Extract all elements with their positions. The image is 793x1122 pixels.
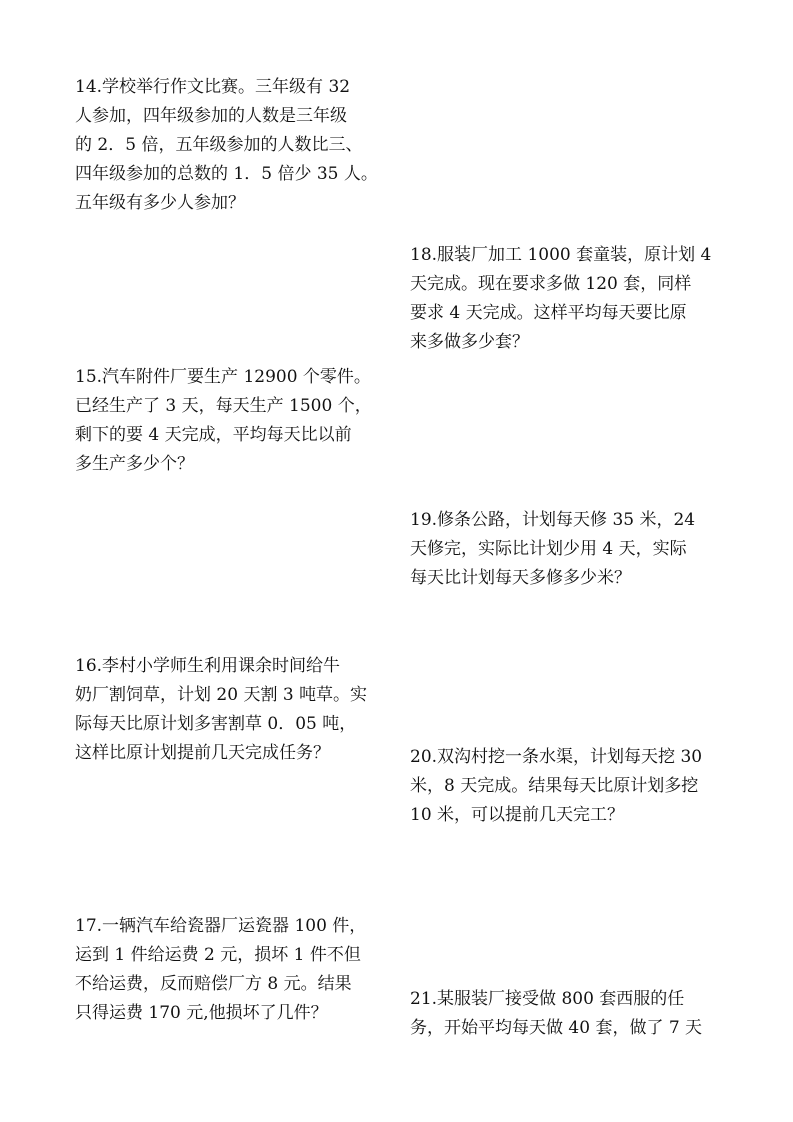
problem-21-line-2: 务，开始平均每天做 40 套，做了 7 天 xyxy=(410,1018,703,1038)
problem-20-line-3: 10 米，可以提前几天完工？ xyxy=(410,805,625,825)
problem-17-line-4: 只得运费 170 元,他损坏了几件？ xyxy=(75,1003,328,1023)
problem-15-line-4: 多生产多少个？ xyxy=(75,454,194,474)
problem-19 xyxy=(410,506,695,593)
problem-20-line-1: 20.双沟村挖一条水渠，计划每天挖 30 xyxy=(410,747,703,767)
problem-18 xyxy=(410,241,711,357)
problem-18-line-4: 来多做多少套？ xyxy=(410,332,529,352)
problem-21 xyxy=(410,985,702,1043)
problem-18-line-3: 要求 4 天完成。这样平均每天要比原 xyxy=(410,303,687,323)
problem-16-line-2: 奶厂割饲草，计划 20 天割 3 吨草。实 xyxy=(75,685,368,705)
problem-20 xyxy=(410,743,702,830)
problem-14 xyxy=(75,73,378,218)
problem-18-line-1: 18.服装厂加工 1000 套童装，原计划 4 xyxy=(410,245,712,265)
problem-14-line-2: 人参加，四年级参加的人数是三年级 xyxy=(75,106,347,126)
problem-15 xyxy=(75,363,372,479)
problem-14-line-1: 14.学校举行作文比赛。三年级有 32 xyxy=(75,77,351,97)
problem-19-line-1: 19.修条公路，计划每天修 35 米，24 xyxy=(410,510,696,530)
problem-14-line-5: 五年级有多少人参加？ xyxy=(75,193,245,213)
problem-16 xyxy=(75,652,367,768)
problem-15-line-3: 剩下的要 4 天完成，平均每天比以前 xyxy=(75,425,352,445)
problem-18-line-2: 天完成。现在要求多做 120 套，同样 xyxy=(410,274,692,294)
problem-17-line-3: 不给运费，反而赔偿厂方 8 元。结果 xyxy=(75,974,352,994)
problem-17-line-2: 运到 1 件给运费 2 元，损坏 1 件不但 xyxy=(75,945,361,965)
problem-16-line-4: 这样比原计划提前几天完成任务？ xyxy=(75,743,330,763)
problem-14-line-3: 的 2．5 倍，五年级参加的人数比三、 xyxy=(75,135,363,155)
problem-21-line-1: 21.某服装厂接受做 800 套西服的任 xyxy=(410,989,685,1009)
problem-19-line-2: 天修完，实际比计划少用 4 天，实际 xyxy=(410,539,687,559)
problem-14-line-4: 四年级参加的总数的 1．5 倍少 35 人。 xyxy=(75,164,378,184)
problem-16-line-3: 际每天比原计划多害割草 0．05 吨， xyxy=(75,714,357,734)
problem-16-line-1: 16.李村小学师生利用课余时间给牛 xyxy=(75,656,341,676)
problem-15-line-2: 已经生产了 3 天，每天生产 1500 个， xyxy=(75,396,372,416)
problem-17 xyxy=(75,912,366,1028)
problem-19-line-3: 每天比计划每天多修多少米？ xyxy=(410,568,631,588)
problem-20-line-2: 米，8 天完成。结果每天比原计划多挖 xyxy=(410,776,699,796)
problem-17-line-1: 17.一辆汽车给瓷器厂运瓷器 100 件， xyxy=(75,916,367,936)
problem-15-line-1: 15.汽车附件厂要生产 12900 个零件。 xyxy=(75,367,371,387)
